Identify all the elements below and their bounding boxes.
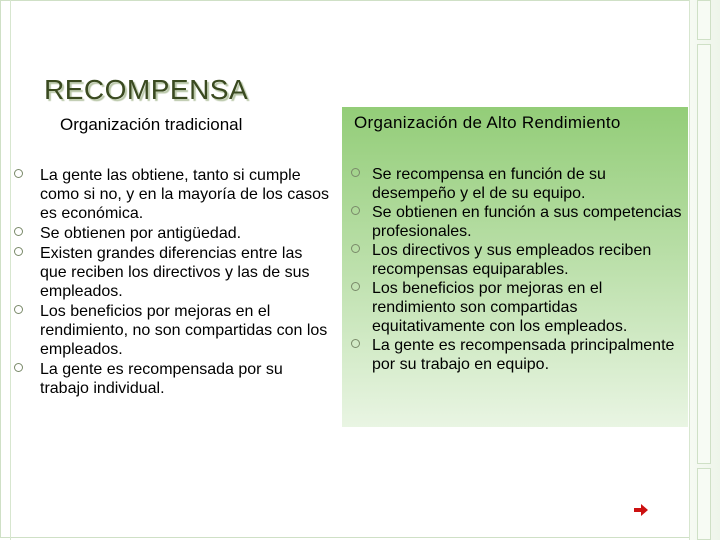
list-item-text: Existen grandes diferencias entre las que reciben los directivos y las de sus empleados. [40,245,310,300]
slide-title: RECOMPENSA [44,74,249,105]
decorative-rect [697,0,711,40]
list-item-text: Se obtienen por antigüedad. [40,225,242,242]
bullet-icon [14,363,23,372]
list-item-text: La gente es recompensada por su trabajo individual. [40,361,283,397]
right-bullet-list [342,165,682,374]
list-item [10,360,330,398]
right-column-panel [342,107,688,427]
bullet-icon [14,305,23,314]
bullet-icon [351,282,360,291]
list-item [10,166,330,223]
list-item [342,165,682,203]
bullet-icon [14,227,23,236]
list-item [10,302,330,359]
list-item-text: Se obtienen en función a sus competencias profesionales. [372,204,682,240]
list-item [342,279,682,336]
left-bullet-list [10,166,330,399]
list-item [342,203,682,241]
decorative-strip [690,0,720,540]
list-item-text: Se recompensa en función de su desempeño y el de su equipo. [372,166,606,202]
bullet-icon [351,168,360,177]
list-item-text: Los directivos y sus empleados reciben recompensas equiparables. [372,242,652,278]
right-column-heading: Organización de Alto Rendimiento [354,113,621,132]
decorative-rect [697,468,711,540]
decorative-rect [697,44,711,464]
bullet-icon [351,339,360,348]
bullet-icon [351,206,360,215]
list-item-text: La gente es recompensada principalmente por su trabajo en equipo. [372,337,675,373]
bullet-icon [14,247,23,256]
list-item-text: Los beneficios por mejoras en el rendimiento son compartidas equitativamente con los empleados. [372,280,628,335]
list-item [10,244,330,301]
list-item-text: Los beneficios por mejoras en el rendimiento, no son compartidas con los empleados. [40,303,328,358]
next-arrow-icon[interactable] [634,504,648,516]
list-item [342,336,682,374]
list-item-text: La gente las obtiene, tanto si cumple como si no, y en la mayoría de los casos es económica. [40,167,330,222]
list-item [342,241,682,279]
bullet-icon [351,244,360,253]
left-column-heading: Organización tradicional [60,115,243,134]
list-item [10,224,330,243]
bullet-icon [14,169,23,178]
